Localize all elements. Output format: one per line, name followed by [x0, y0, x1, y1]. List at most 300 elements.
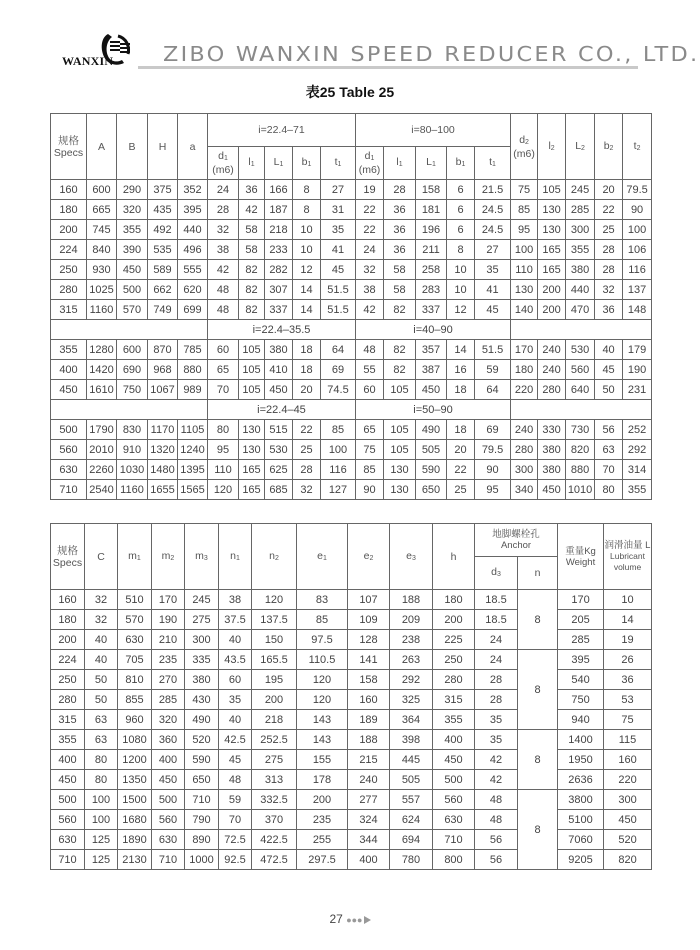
table-cell: 520: [185, 730, 219, 750]
next-page-arrow-icon: [364, 916, 371, 924]
col-t1-low: [321, 147, 356, 180]
specs-en-label: Specs: [52, 556, 83, 569]
table-cell: 130: [239, 420, 265, 440]
table-cell: 50: [85, 690, 118, 710]
table-cell: 128: [348, 630, 390, 650]
table-cell: 130: [511, 280, 538, 300]
table-cell: 63: [595, 440, 623, 460]
specs-en-label: Specs: [53, 146, 84, 159]
table-cell: 300: [185, 630, 219, 650]
table-cell: 58: [239, 240, 265, 260]
t2-label: t: [633, 139, 637, 152]
table-cell: 233: [265, 240, 293, 260]
table-cell: 105: [384, 380, 416, 400]
table-cell: 12: [447, 300, 475, 320]
table-cell: 60: [219, 670, 252, 690]
table-cell: 283: [416, 280, 447, 300]
table-cell: 357: [416, 340, 447, 360]
m3-sub: 3: [203, 554, 208, 562]
l2-label: l: [548, 139, 551, 152]
table-cell: 82: [384, 360, 416, 380]
table-cell: 500: [51, 420, 87, 440]
col-specs: [51, 114, 87, 180]
table-cell: 600: [87, 180, 117, 200]
table-cell: 375: [148, 180, 178, 200]
table-cell: 82: [384, 300, 416, 320]
table-cell: 240: [348, 770, 390, 790]
page-number: 27: [329, 912, 343, 926]
table-row: [51, 830, 652, 850]
weight-cell: 1400: [558, 730, 604, 750]
table-cell: 8: [293, 200, 321, 220]
col-specs: [51, 524, 85, 590]
table-cell: 224: [51, 650, 85, 670]
table-cell: 18: [447, 420, 475, 440]
table-cell: 120: [252, 590, 297, 610]
table-cell: 1655: [148, 480, 178, 500]
table-cell: 42: [356, 300, 384, 320]
table-cell: 450: [51, 380, 87, 400]
l1-label: l: [396, 156, 399, 168]
table-cell: 450: [265, 380, 293, 400]
table-cell: 42: [208, 260, 239, 280]
table-cell: 25: [447, 480, 475, 500]
table-cell: 275: [185, 610, 219, 630]
table-cell: 43.5: [219, 650, 252, 670]
col-b1-low: [293, 147, 321, 180]
table-cell: 22: [293, 420, 321, 440]
table-cell: 263: [390, 650, 433, 670]
weight-cell: 395: [558, 650, 604, 670]
table-cell: 252: [623, 420, 652, 440]
weight-cell: 9205: [558, 850, 604, 870]
d3-label: d: [491, 566, 497, 578]
table-cell: 989: [178, 380, 208, 400]
table-cell: 240: [538, 360, 566, 380]
weight-cn-label: 重量Kg: [565, 545, 596, 557]
lubricant-cell: 520: [604, 830, 652, 850]
table-cell: 105: [239, 340, 265, 360]
table-cell: 1350: [118, 770, 152, 790]
col-e3: [390, 524, 433, 590]
table-cell: 56: [475, 830, 518, 850]
table-cell: 31: [321, 200, 356, 220]
table-cell: 165: [538, 240, 566, 260]
table-cell: 18: [447, 380, 475, 400]
table-row: [51, 810, 652, 830]
t1-label: t: [489, 156, 493, 168]
table-cell: 40: [219, 710, 252, 730]
weight-cell: 3800: [558, 790, 604, 810]
table-cell: 21.5: [475, 180, 511, 200]
table-cell: 1395: [178, 460, 208, 480]
table-cell: 28: [293, 460, 321, 480]
table-cell: 110: [208, 460, 239, 480]
table-cell: 690: [117, 360, 148, 380]
table-cell: 335: [185, 650, 219, 670]
d3-sub: 3: [496, 571, 501, 578]
table-cell: 250: [51, 670, 85, 690]
table-cell: 28: [595, 260, 623, 280]
table-row: [51, 850, 652, 870]
table-cell: 780: [390, 850, 433, 870]
table-cell: 24: [356, 240, 384, 260]
table-cell: 390: [117, 240, 148, 260]
table-cell: 640: [566, 380, 595, 400]
table-cell: 100: [85, 790, 118, 810]
col-d1-low: [208, 147, 239, 180]
col-m3: [185, 524, 219, 590]
table-cell: 36: [239, 180, 265, 200]
table-cell: 280: [511, 440, 538, 460]
company-logo: [62, 30, 132, 70]
b2-sub: 2: [609, 144, 614, 152]
table-cell: 400: [348, 850, 390, 870]
table-cell: 180: [511, 360, 538, 380]
table-cell: 662: [148, 280, 178, 300]
table-cell: 330: [538, 420, 566, 440]
e2-sub: 2: [369, 554, 374, 562]
lubricant-cell: 820: [604, 850, 652, 870]
table-cell: 1420: [87, 360, 117, 380]
table-cell: 48: [475, 810, 518, 830]
table-cell: 69: [321, 360, 356, 380]
col-L2: [566, 114, 595, 180]
table-cell: 14: [293, 280, 321, 300]
table-cell: 160: [51, 180, 87, 200]
page-header: [0, 0, 700, 80]
d1-label: d: [364, 150, 371, 162]
e3-sub: 3: [411, 554, 416, 562]
lubricant-cell: 26: [604, 650, 652, 670]
anchor-count-cell: 8: [518, 650, 558, 730]
table-cell: 315: [51, 300, 87, 320]
table-cell: 10: [293, 220, 321, 240]
table-cell: 75: [356, 440, 384, 460]
table-cell: 14: [293, 300, 321, 320]
lubricant-cell: 220: [604, 770, 652, 790]
table-cell: 165: [239, 480, 265, 500]
table-cell: 85: [321, 420, 356, 440]
table-cell: 48: [475, 790, 518, 810]
table-cell: 930: [87, 260, 117, 280]
table-cell: 557: [390, 790, 433, 810]
lubricant-cell: 36: [604, 670, 652, 690]
l1-label: l: [248, 156, 251, 168]
table-cell: 36: [384, 220, 416, 240]
table-cell: 820: [566, 440, 595, 460]
table-cell: 25: [293, 440, 321, 460]
table-cell: 380: [566, 260, 595, 280]
table-cell: 85: [356, 460, 384, 480]
table-cell: 313: [252, 770, 297, 790]
table-cell: 1610: [87, 380, 117, 400]
table-cell: 210: [152, 630, 185, 650]
table-cell: 245: [566, 180, 595, 200]
table-cell: 100: [321, 440, 356, 460]
table-cell: 450: [433, 750, 475, 770]
table-row: [51, 260, 652, 280]
col-m2: [152, 524, 185, 590]
col-m1: [118, 524, 152, 590]
table-cell: 285: [566, 200, 595, 220]
table-cell: 6: [447, 200, 475, 220]
anchor-count-cell: 8: [518, 590, 558, 650]
table-cell: 324: [348, 810, 390, 830]
table-cell: 1010: [566, 480, 595, 500]
mounting-table: [50, 523, 652, 870]
table-row: [51, 180, 652, 200]
table-cell: 75: [511, 180, 538, 200]
table-cell: 16: [447, 360, 475, 380]
table-cell: 50: [85, 670, 118, 690]
table-cell: 130: [239, 440, 265, 460]
table-cell: 1025: [87, 280, 117, 300]
table-cell: 810: [118, 670, 152, 690]
b1-label: b: [301, 156, 308, 168]
m2-label: m: [161, 549, 171, 562]
table-cell: 630: [118, 630, 152, 650]
table-cell: 45: [595, 360, 623, 380]
table-cell: 41: [475, 280, 511, 300]
e1-label: e: [317, 549, 323, 562]
table-cell: 82: [239, 260, 265, 280]
table-cell: 42: [475, 770, 518, 790]
table-cell: 20: [595, 180, 623, 200]
table-cell: 1790: [87, 420, 117, 440]
n1-label: n: [230, 549, 236, 562]
table-row: [51, 670, 652, 690]
table-cell: 650: [185, 770, 219, 790]
table-cell: 307: [265, 280, 293, 300]
table-cell: 355: [51, 730, 85, 750]
d2-sub: 2: [525, 138, 529, 146]
col-b1-high: [447, 147, 475, 180]
table-cell: 245: [185, 590, 219, 610]
weight-cell: 285: [558, 630, 604, 650]
table-cell: 22: [447, 460, 475, 480]
table-cell: 282: [265, 260, 293, 280]
anchor-count-cell: 8: [518, 730, 558, 790]
specs-cn-label: 规格: [57, 544, 78, 557]
group-ratio-low: i=22.4–71: [208, 114, 356, 147]
table-cell: 1500: [118, 790, 152, 810]
ratio-high-label: i=40–90: [356, 320, 511, 340]
table-cell: 211: [416, 240, 447, 260]
table-cell: 380: [265, 340, 293, 360]
blank-cell: [511, 320, 652, 340]
table-cell: 64: [475, 380, 511, 400]
table-cell: 24: [475, 650, 518, 670]
table-cell: 530: [265, 440, 293, 460]
table-cell: 218: [252, 710, 297, 730]
table-cell: 70: [595, 460, 623, 480]
table-cell: 58: [239, 220, 265, 240]
b1-label: b: [455, 156, 462, 168]
table-cell: 630: [51, 460, 87, 480]
table-row: [51, 380, 652, 400]
col-C: C: [85, 524, 118, 590]
table-cell: 105: [384, 440, 416, 460]
header-divider: [138, 66, 638, 69]
table-cell: 297.5: [297, 850, 348, 870]
l1-sub: 1: [398, 161, 403, 168]
table-cell: 42: [239, 200, 265, 220]
table-cell: 110: [511, 260, 538, 280]
weight-cell: 205: [558, 610, 604, 630]
col-B: B: [117, 114, 148, 180]
table-cell: 292: [390, 670, 433, 690]
table-cell: 352: [178, 180, 208, 200]
table-cell: 855: [118, 690, 152, 710]
table-cell: 320: [117, 200, 148, 220]
table-cell: 82: [239, 280, 265, 300]
table-cell: 340: [511, 480, 538, 500]
table-cell: 120: [297, 670, 348, 690]
table-cell: 166: [265, 180, 293, 200]
table-row: [51, 690, 652, 710]
table-cell: 280: [51, 690, 85, 710]
table-cell: 560: [51, 810, 85, 830]
table-cell: 285: [152, 690, 185, 710]
table-cell: 24.5: [475, 200, 511, 220]
table-cell: 130: [384, 480, 416, 500]
table-cell: 235: [297, 810, 348, 830]
table-cell: 80: [85, 750, 118, 770]
ratio-low-label: i=22.4–35.5: [208, 320, 356, 340]
table-cell: 292: [623, 440, 652, 460]
table-cell: 624: [390, 810, 433, 830]
table-cell: 705: [118, 650, 152, 670]
table-cell: 880: [178, 360, 208, 380]
table-cell: 231: [623, 380, 652, 400]
table-cell: 24.5: [475, 220, 511, 240]
table-cell: 65: [356, 420, 384, 440]
table-cell: 749: [148, 300, 178, 320]
table-cell: 500: [152, 790, 185, 810]
table-cell: 630: [152, 830, 185, 850]
table-cell: 27: [475, 240, 511, 260]
table-cell: 18.5: [475, 610, 518, 630]
lubricant-cell: 115: [604, 730, 652, 750]
table-cell: 710: [185, 790, 219, 810]
table-cell: 178: [297, 770, 348, 790]
table-row: [51, 220, 652, 240]
table-cell: 440: [178, 220, 208, 240]
table-cell: 400: [51, 360, 87, 380]
table-cell: 35: [475, 710, 518, 730]
table-cell: 515: [265, 420, 293, 440]
col-l1-high: [384, 147, 416, 180]
table-cell: 51.5: [321, 280, 356, 300]
table-row: [51, 710, 652, 730]
weight-cell: 170: [558, 590, 604, 610]
table-cell: 63: [85, 710, 118, 730]
table-cell: 69: [475, 420, 511, 440]
table-cell: 148: [623, 300, 652, 320]
table-cell: 490: [416, 420, 447, 440]
table-cell: 710: [152, 850, 185, 870]
table-cell: 300: [511, 460, 538, 480]
table-cell: 137: [623, 280, 652, 300]
table-cell: 24: [475, 630, 518, 650]
table-cell: 150: [252, 630, 297, 650]
table-cell: 42.5: [219, 730, 252, 750]
table-cell: 188: [390, 590, 433, 610]
table-cell: 36: [595, 300, 623, 320]
table-cell: 170: [511, 340, 538, 360]
table-cell: 277: [348, 790, 390, 810]
table-cell: 200: [51, 220, 87, 240]
L2-sub: 2: [581, 144, 585, 152]
table-cell: 1160: [117, 480, 148, 500]
weight-cell: 2636: [558, 770, 604, 790]
table-cell: 59: [475, 360, 511, 380]
table-cell: 24: [208, 180, 239, 200]
table-cell: 630: [433, 810, 475, 830]
table-cell: 200: [538, 280, 566, 300]
table-cell: 180: [51, 610, 85, 630]
table-cell: 830: [117, 420, 148, 440]
table-cell: 40: [85, 650, 118, 670]
table-cell: 710: [433, 830, 475, 850]
table-cell: 560: [152, 810, 185, 830]
table-cell: 143: [297, 710, 348, 730]
L2-label: L: [575, 139, 582, 152]
b1-sub: 1: [307, 161, 312, 168]
table-cell: 60: [208, 340, 239, 360]
blank-cell: [51, 320, 208, 340]
table-cell: 250: [433, 650, 475, 670]
anchor-cn-label: 地脚螺栓孔: [492, 529, 540, 540]
m6-label: (m6): [358, 164, 381, 176]
table-cell: 275: [252, 750, 297, 770]
table-cell: 555: [178, 260, 208, 280]
table-cell: 51.5: [475, 340, 511, 360]
table-cell: 141: [348, 650, 390, 670]
table-cell: 694: [390, 830, 433, 850]
table-cell: 165: [239, 460, 265, 480]
table-cell: 90: [623, 200, 652, 220]
table-cell: 570: [117, 300, 148, 320]
col-l1-low: [239, 147, 265, 180]
table-row: [51, 650, 652, 670]
table-cell: 510: [118, 590, 152, 610]
col-L1-low: [265, 147, 293, 180]
d1-sub: 1: [370, 155, 375, 162]
table-cell: 355: [117, 220, 148, 240]
table-cell: 18: [293, 360, 321, 380]
table-cell: 70: [208, 380, 239, 400]
table-cell: 840: [87, 240, 117, 260]
table-cell: 960: [118, 710, 152, 730]
table-row: [51, 440, 652, 460]
table-cell: 40: [595, 340, 623, 360]
table-cell: 450: [416, 380, 447, 400]
table-row: [51, 590, 652, 610]
table-cell: 45: [475, 300, 511, 320]
table-cell: 880: [566, 460, 595, 480]
m2-sub: 2: [170, 554, 175, 562]
lubricant-cell: 10: [604, 590, 652, 610]
table-cell: 20: [293, 380, 321, 400]
table-cell: 72.5: [219, 830, 252, 850]
e2-label: e: [363, 549, 370, 562]
table-cell: 137.5: [252, 610, 297, 630]
table-cell: 180: [433, 590, 475, 610]
dots-icon: ●●●: [346, 915, 363, 925]
table-cell: 110.5: [297, 650, 348, 670]
